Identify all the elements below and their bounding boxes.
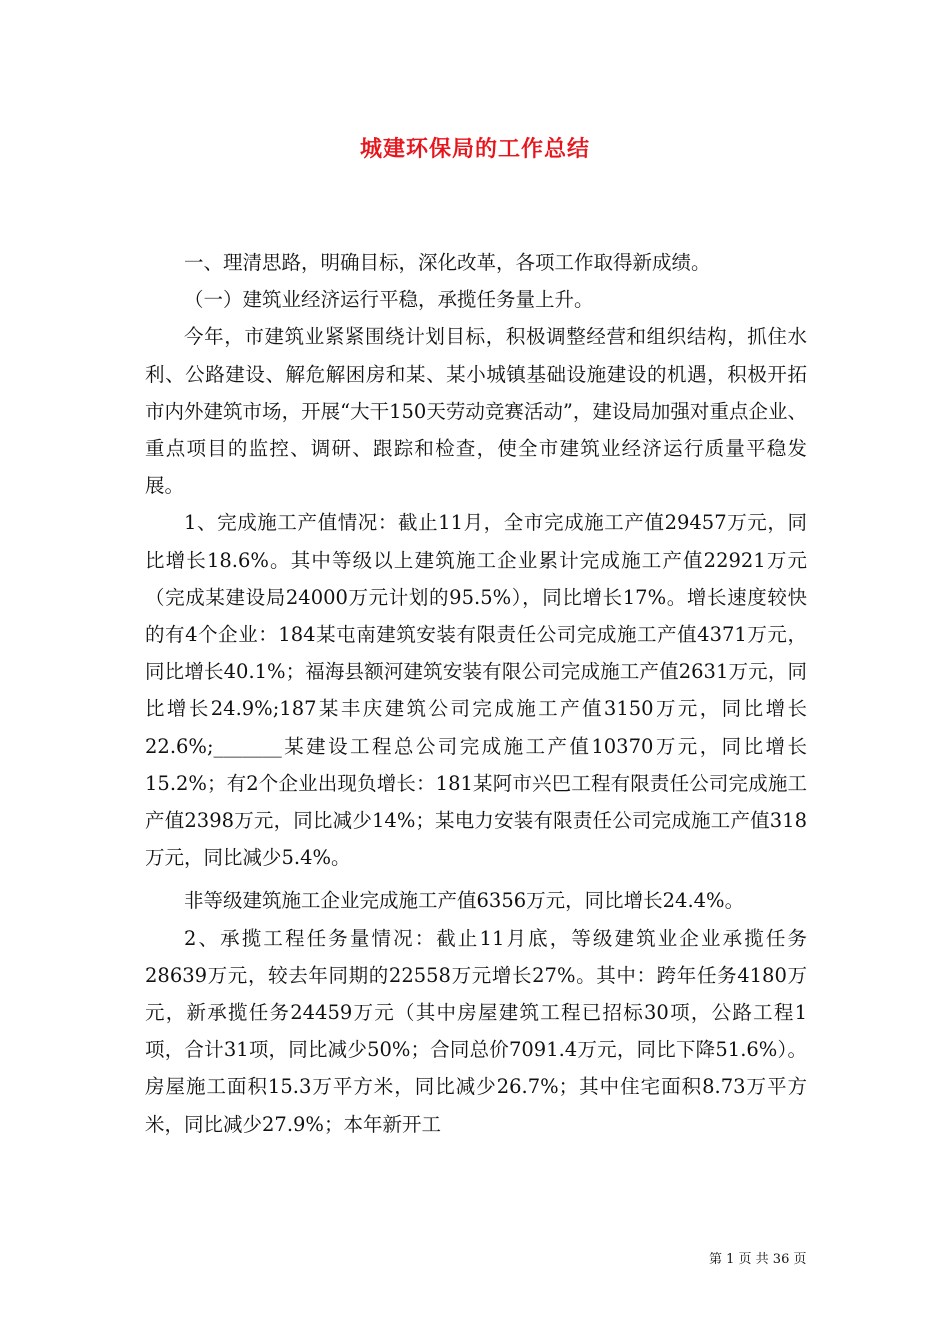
subsection-heading: （一）建筑业经济运行平稳，承揽任务量上升。 <box>184 288 594 312</box>
paragraph-contracted-tasks: 2、承揽工程任务量情况：截止11月底，等级建筑业企业承揽任务28639万元，较去年同期的22558万元增长27%。其中：跨年任务4180万元，新承揽任务24459万元（其中房屋建筑工程已招标30项，公路工程1项，合计31项，同比减少50%；合同总价7091.4万元，同比下降51.6%）。房屋施工面积15.3万平方米，同比减少26.7%；其中住宅面积8.73万平方米，同比减少27.9%；本年新开工 <box>145 926 807 1136</box>
paragraph-overview: 今年，市建筑业紧紧围绕计划目标，积极调整经营和组织结构，抓住水利、公路建设、解危解困房和某、某小城镇基础设施建设的机遇，积极开拓市内外建筑市场，开展“大干150天劳动竞赛活动”，建设局加强对重点企业、重点项目的监控、调研、跟踪和检查，使全市建筑业经济运行质量平稳发展。 <box>145 325 807 498</box>
document-body <box>145 244 807 1143</box>
document-title: 城建环保局的工作总结 <box>359 137 590 162</box>
section-heading: 一、理清思路，明确目标，深化改革，各项工作取得新成绩。 <box>184 251 711 274</box>
paragraph-non-grade: 非等级建筑施工企业完成施工产值6356万元，同比增长24.4%。 <box>184 889 745 913</box>
page-number: 第 1 页 共 36 页 <box>709 1252 807 1267</box>
paragraph-output-value: 1、完成施工产值情况：截止11月，全市完成施工产值29457万元，同比增长18.6%。其中等级以上建筑施工企业累计完成施工产值22921万元（完成某建设局24000万元计划的95.5%），同比增长17%。增长速度较快的有4个企业：184某屯南建筑安装有限责任公司完成施工产值4371万元，同比增长40.1%；福海县额河建筑安装有限公司完成施工产值2631万元，同比增长24.9%;187某丰庆建筑公司完成施工产值3150万元，同比增长22.6%;_______某建设工程总公司完成施工产值10370万元，同比增长15.2%；有2个企业出现负增长：181某阿市兴巴工程有限责任公司完成施工产值2398万元，同比减少14%；某电力安装有限责任公司完成施工产值318万元，同比减少5.4%。 <box>145 511 807 870</box>
